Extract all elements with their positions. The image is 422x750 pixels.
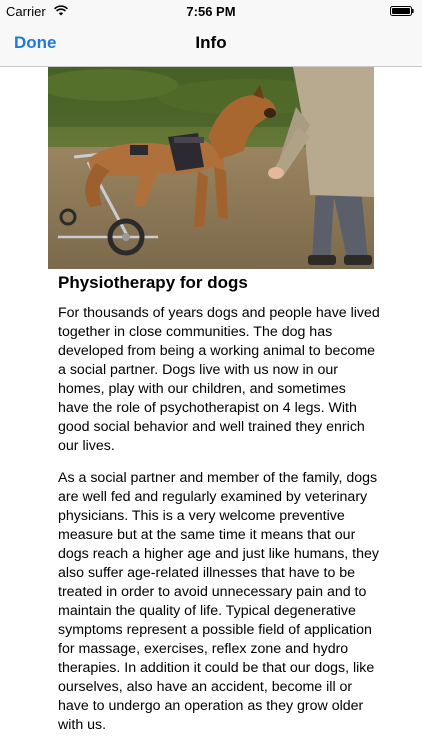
article-title: Physiotherapy for dogs bbox=[58, 273, 248, 292]
content-scroll-area[interactable] bbox=[0, 67, 422, 750]
article-paragraph-1: For thousands of years dogs and people have lived together in close communities. The dog has developed from being a working animal to become a social partner. Dogs live with us now in our homes, play with our children, and sometimes have the role of psychotherapist on 4 legs. With good social behavior and well trained they enrich our lives. bbox=[58, 305, 380, 454]
carrier-label: Carrier bbox=[6, 4, 46, 19]
navigation-bar bbox=[0, 22, 422, 67]
status-time: 7:56 PM bbox=[186, 4, 236, 19]
battery-icon bbox=[390, 6, 414, 16]
article-paragraph-2: As a social partner and member of the family, dogs are well fed and regularly examined by veterinary physicians. This is a very welcome preventive measure but at the same time it means that our dogs reach a higher age and just like humans, they also suffer age-related illnesses that have to be treated in order to avoid unnecessary pain and to maintain the quality of life. Typical degenerative symptoms represent a possible field of application for massage, exercises, reflex zone and hydro therapies. In addition it could be that our dogs, like ourselves, also have an accident, become ill or have to undergo an operation as they grow older with us. bbox=[58, 470, 379, 733]
status-bar bbox=[0, 0, 422, 22]
article bbox=[58, 273, 380, 748]
page-title: Info bbox=[195, 33, 227, 52]
dog-wheelchair-photo bbox=[48, 67, 374, 269]
done-button[interactable]: Done bbox=[14, 33, 57, 52]
